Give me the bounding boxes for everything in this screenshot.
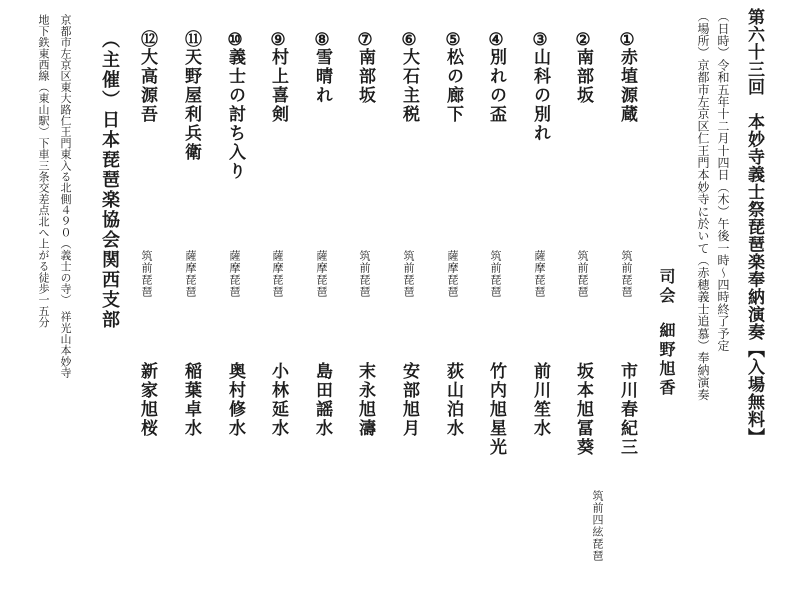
event-title: 第六十三回 本妙寺義士祭琵琶楽奉納演奏【入場無料】 bbox=[744, 8, 764, 446]
event-date: （日時）令和五年十二月十四日（木）午後一時〜四時終了予定 bbox=[716, 10, 730, 352]
program-title: 義士の討ち入り bbox=[225, 48, 245, 181]
event-venue: （場所）京都市左京区仁王門本妙寺に於いて（赤穂義士追慕）奉納演奏 bbox=[696, 10, 710, 401]
program-school: 薩摩琵琶 bbox=[184, 250, 197, 298]
program-performer: 坂本旭冨葵 bbox=[573, 362, 593, 457]
program-number: ② bbox=[573, 30, 593, 50]
program-performer: 小林延水 bbox=[268, 362, 288, 438]
program-number: ⑫ bbox=[137, 30, 157, 47]
program-number: ⑥ bbox=[399, 30, 419, 50]
program-performer: 前川笙水 bbox=[530, 362, 550, 438]
program-performer: 竹内旭星光 bbox=[486, 362, 506, 457]
program-title: 雪晴れ bbox=[312, 48, 332, 105]
program-performer: 新家旭桜 bbox=[137, 362, 157, 438]
program-performer: 稲葉卓水 bbox=[181, 362, 201, 438]
program-title: 山科の別れ bbox=[530, 48, 550, 143]
program-instrument-note: 筑前四絃琵琶 bbox=[591, 490, 604, 562]
program-title: 南部坂 bbox=[355, 48, 375, 105]
program-number: ⑧ bbox=[312, 30, 332, 50]
program-title: 松の廊下 bbox=[443, 48, 463, 124]
program-school: 薩摩琵琶 bbox=[446, 250, 459, 298]
program-school: 筑前琵琶 bbox=[402, 250, 415, 298]
program-performer: 島田謡水 bbox=[312, 362, 332, 438]
program-school: 筑前琵琶 bbox=[358, 250, 371, 298]
mc-name: 細野旭香 bbox=[657, 322, 676, 398]
program-school: 筑前琵琶 bbox=[489, 250, 502, 298]
program-school: 薩摩琵琶 bbox=[533, 250, 546, 298]
program-title: 赤埴源蔵 bbox=[617, 48, 637, 124]
address-line-2: 地下鉄東西線（東山駅）下車三条交差点北へ上がる徒歩一五分 bbox=[37, 14, 50, 328]
program-title: 大石主税 bbox=[399, 48, 419, 124]
address-line-1: 京都市左京区東大路仁王門東入る北側４９０（義士の寺） 祥光山本妙寺 bbox=[59, 14, 72, 379]
program-performer: 奥村修水 bbox=[225, 362, 245, 438]
program-title: 別れの盃 bbox=[486, 48, 506, 124]
program-title: 天野屋利兵衛 bbox=[181, 48, 201, 162]
program-performer: 荻山泊水 bbox=[443, 362, 463, 438]
program-title: 大高源吾 bbox=[137, 48, 157, 124]
program-performer: 市川春紀三 bbox=[617, 362, 637, 457]
program-school: 薩摩琵琶 bbox=[228, 250, 241, 298]
program-number: ⑨ bbox=[268, 30, 288, 50]
program-title: 南部坂 bbox=[573, 48, 593, 105]
program-title: 村上喜剣 bbox=[268, 48, 288, 124]
program-performer: 安部旭月 bbox=[399, 362, 419, 438]
program-school: 筑前琵琶 bbox=[140, 250, 153, 298]
program-number: ⑦ bbox=[355, 30, 375, 50]
program-school: 筑前琵琶 bbox=[576, 250, 589, 298]
program-number: ⑪ bbox=[181, 30, 201, 47]
program-number: ① bbox=[617, 30, 637, 50]
program-number: ③ bbox=[530, 30, 550, 50]
program-school: 筑前琵琶 bbox=[620, 250, 633, 298]
program-number: ④ bbox=[486, 30, 506, 50]
organizer: （主催）日本琵琶楽協会関西支部 bbox=[99, 30, 120, 330]
program-number: ⑩ bbox=[225, 30, 245, 50]
program-performer: 末永旭濤 bbox=[355, 362, 375, 438]
mc-label: 司会 bbox=[657, 268, 676, 306]
program-number: ⑤ bbox=[443, 30, 463, 50]
program-school: 薩摩琵琶 bbox=[271, 250, 284, 298]
program-school: 薩摩琵琶 bbox=[315, 250, 328, 298]
